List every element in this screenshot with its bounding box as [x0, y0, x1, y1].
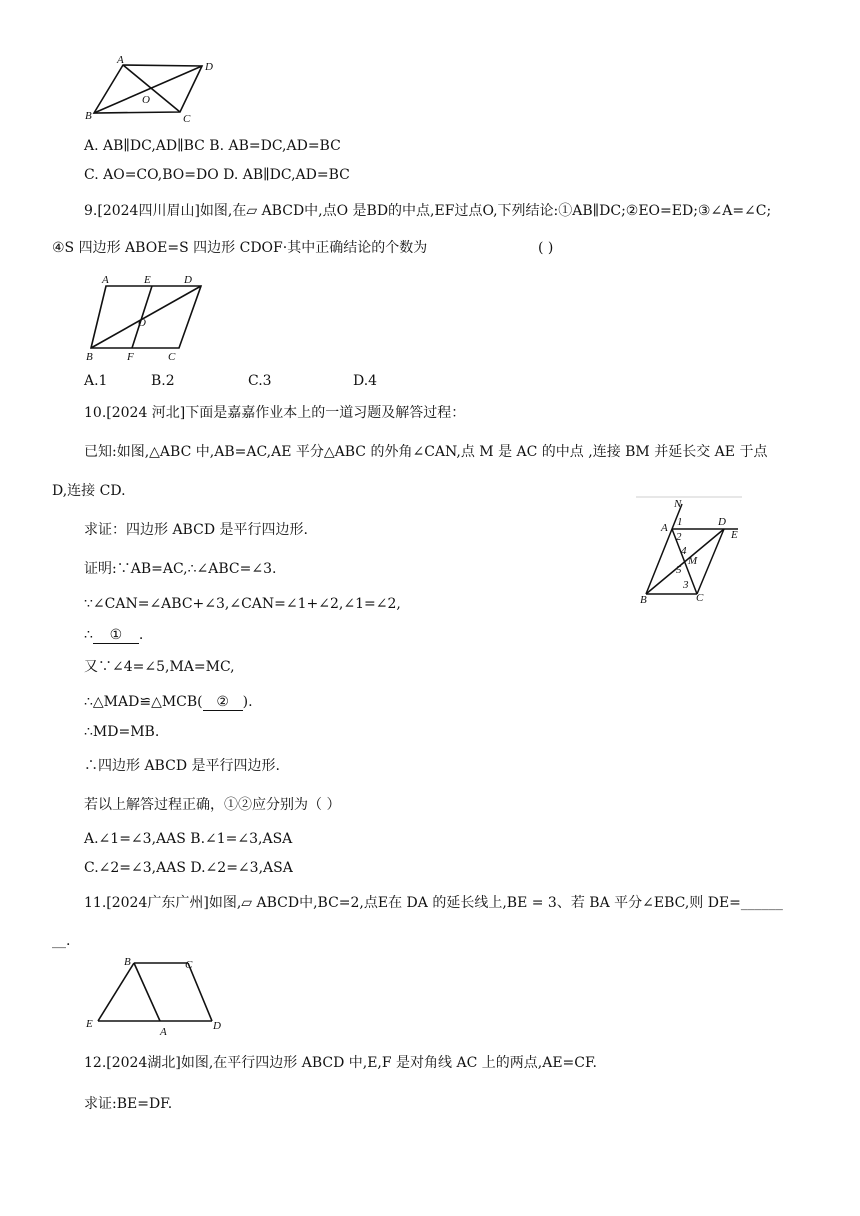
- label-o: O: [142, 94, 150, 106]
- label-a: A: [117, 54, 124, 66]
- q8-options-ab: A. AB∥DC,AD∥BC B. AB=DC,AD=BC: [84, 138, 341, 154]
- label-e: E: [86, 1018, 93, 1030]
- q11-line-2: __.: [52, 933, 71, 949]
- label-a: A: [102, 274, 109, 286]
- label-angle-4: 4: [681, 545, 687, 557]
- blank-2: [203, 695, 243, 711]
- figure-q10-parallelogram: [632, 494, 750, 606]
- label-f: F: [127, 351, 134, 363]
- label-c: C: [185, 959, 193, 971]
- label-e: E: [731, 529, 738, 541]
- label-d: D: [184, 274, 192, 286]
- label-angle-2: 2: [676, 531, 682, 543]
- label-n: N: [674, 498, 682, 510]
- label-e: E: [144, 274, 151, 286]
- q10-proof-1: 证明:∵AB=AC,∴∠ABC=∠3.: [84, 561, 277, 577]
- blank-2-marker: ②: [216, 694, 229, 710]
- q10-question: 若以上解答过程正确，①②应分别为（ ）: [84, 797, 341, 813]
- q10-options-ab: A.∠1=∠3,AAS B.∠1=∠3,ASA: [84, 831, 293, 847]
- q12-line-2: 求证:BE=DF.: [84, 1096, 173, 1112]
- q9-option-d: D.4: [353, 373, 378, 389]
- q9-line-2: ④S 四边形 ABOE=S 四边形 CDOF·其中正确结论的个数为: [52, 240, 428, 256]
- figure-parallelogram-ef-through-o: [84, 268, 214, 364]
- q10-prove: 求证：四边形 ABCD 是平行四边形.: [84, 522, 308, 538]
- q10-proof-6: ∴MD=MB.: [84, 724, 160, 740]
- label-b: B: [640, 594, 647, 606]
- q10-proof-2: ∵∠CAN=∠ABC+∠3,∠CAN=∠1+∠2,∠1=∠2,: [84, 596, 401, 612]
- label-d: D: [205, 61, 213, 73]
- figure-parallelogram-abcd-diagonals: [84, 52, 234, 126]
- label-b: B: [85, 110, 92, 122]
- label-c: C: [696, 592, 704, 604]
- label-c: C: [168, 351, 176, 363]
- q9-answer-paren: ( ): [538, 240, 554, 256]
- q11-line-1: 11.[2024广东广州]如图,▱ ABCD中,BC=2,点E在 DA 的延长线上,BE = 3、若 BA 平分∠EBC,则 DE=______: [84, 895, 783, 911]
- label-angle-1: 1: [677, 516, 683, 528]
- blank-1-marker: ①: [109, 627, 123, 643]
- label-d: D: [213, 1020, 221, 1032]
- q10-proof-7: ∴四边形 ABCD 是平行四边形.: [84, 758, 280, 774]
- q9-option-c: C.3: [248, 373, 272, 389]
- q10-proof-3-suffix: .: [138, 627, 144, 643]
- label-angle-3: 3: [683, 579, 689, 591]
- label-a: A: [661, 522, 668, 534]
- q10-proof-3-prefix: ∴: [84, 627, 93, 643]
- label-m: M: [688, 555, 698, 567]
- label-a: A: [160, 1026, 167, 1036]
- q10-title: 10.[2024 河北]下面是嘉嘉作业本上的一道习题及解答过程：: [84, 405, 466, 421]
- q10-proof-4: 又∵∠4=∠5,MA=MC,: [84, 659, 235, 675]
- label-b: B: [124, 956, 131, 968]
- q12-line-1: 12.[2024湖北]如图,在平行四边形 ABCD 中,E,F 是对角线 AC 上的两点,AE=CF.: [84, 1055, 597, 1071]
- label-angle-5: 5: [676, 564, 682, 576]
- q8-options-cd: C. AO=CO,BO=DO D. AB∥DC,AD=BC: [84, 167, 350, 183]
- label-d: D: [718, 516, 726, 528]
- q10-proof-5-suffix: ).: [242, 694, 253, 710]
- q10-proof-5-prefix: ∴△MAD≌△MCB(: [84, 694, 203, 710]
- q9-option-b: B.2: [151, 373, 175, 389]
- q10-given-2: D,连接 CD.: [52, 483, 126, 499]
- q10-proof-5: [84, 693, 253, 711]
- q9-option-a: A.1: [84, 373, 108, 389]
- q10-options-cd: C.∠2=∠3,AAS D.∠2=∠3,ASA: [84, 860, 293, 876]
- label-b: B: [86, 351, 93, 363]
- label-o: O: [138, 317, 146, 329]
- figure-q11-parallelogram: [84, 952, 230, 1036]
- q9-line-1: 9.[2024四川眉山]如图,在▱ ABCD中,点O 是BD的中点,EF过点O,下列结论:①AB∥DC;②EO=ED;③∠A=∠C;: [84, 203, 772, 219]
- q10-given-1: 已知:如图,△ABC 中,AB=AC,AE 平分△ABC 的外角∠CAN,点 M 是 AC 的中点 ,连接 BM 并延长交 AE 于点: [84, 444, 768, 460]
- q10-proof-3: [84, 626, 143, 644]
- label-c: C: [183, 113, 191, 125]
- blank-1: [93, 628, 139, 644]
